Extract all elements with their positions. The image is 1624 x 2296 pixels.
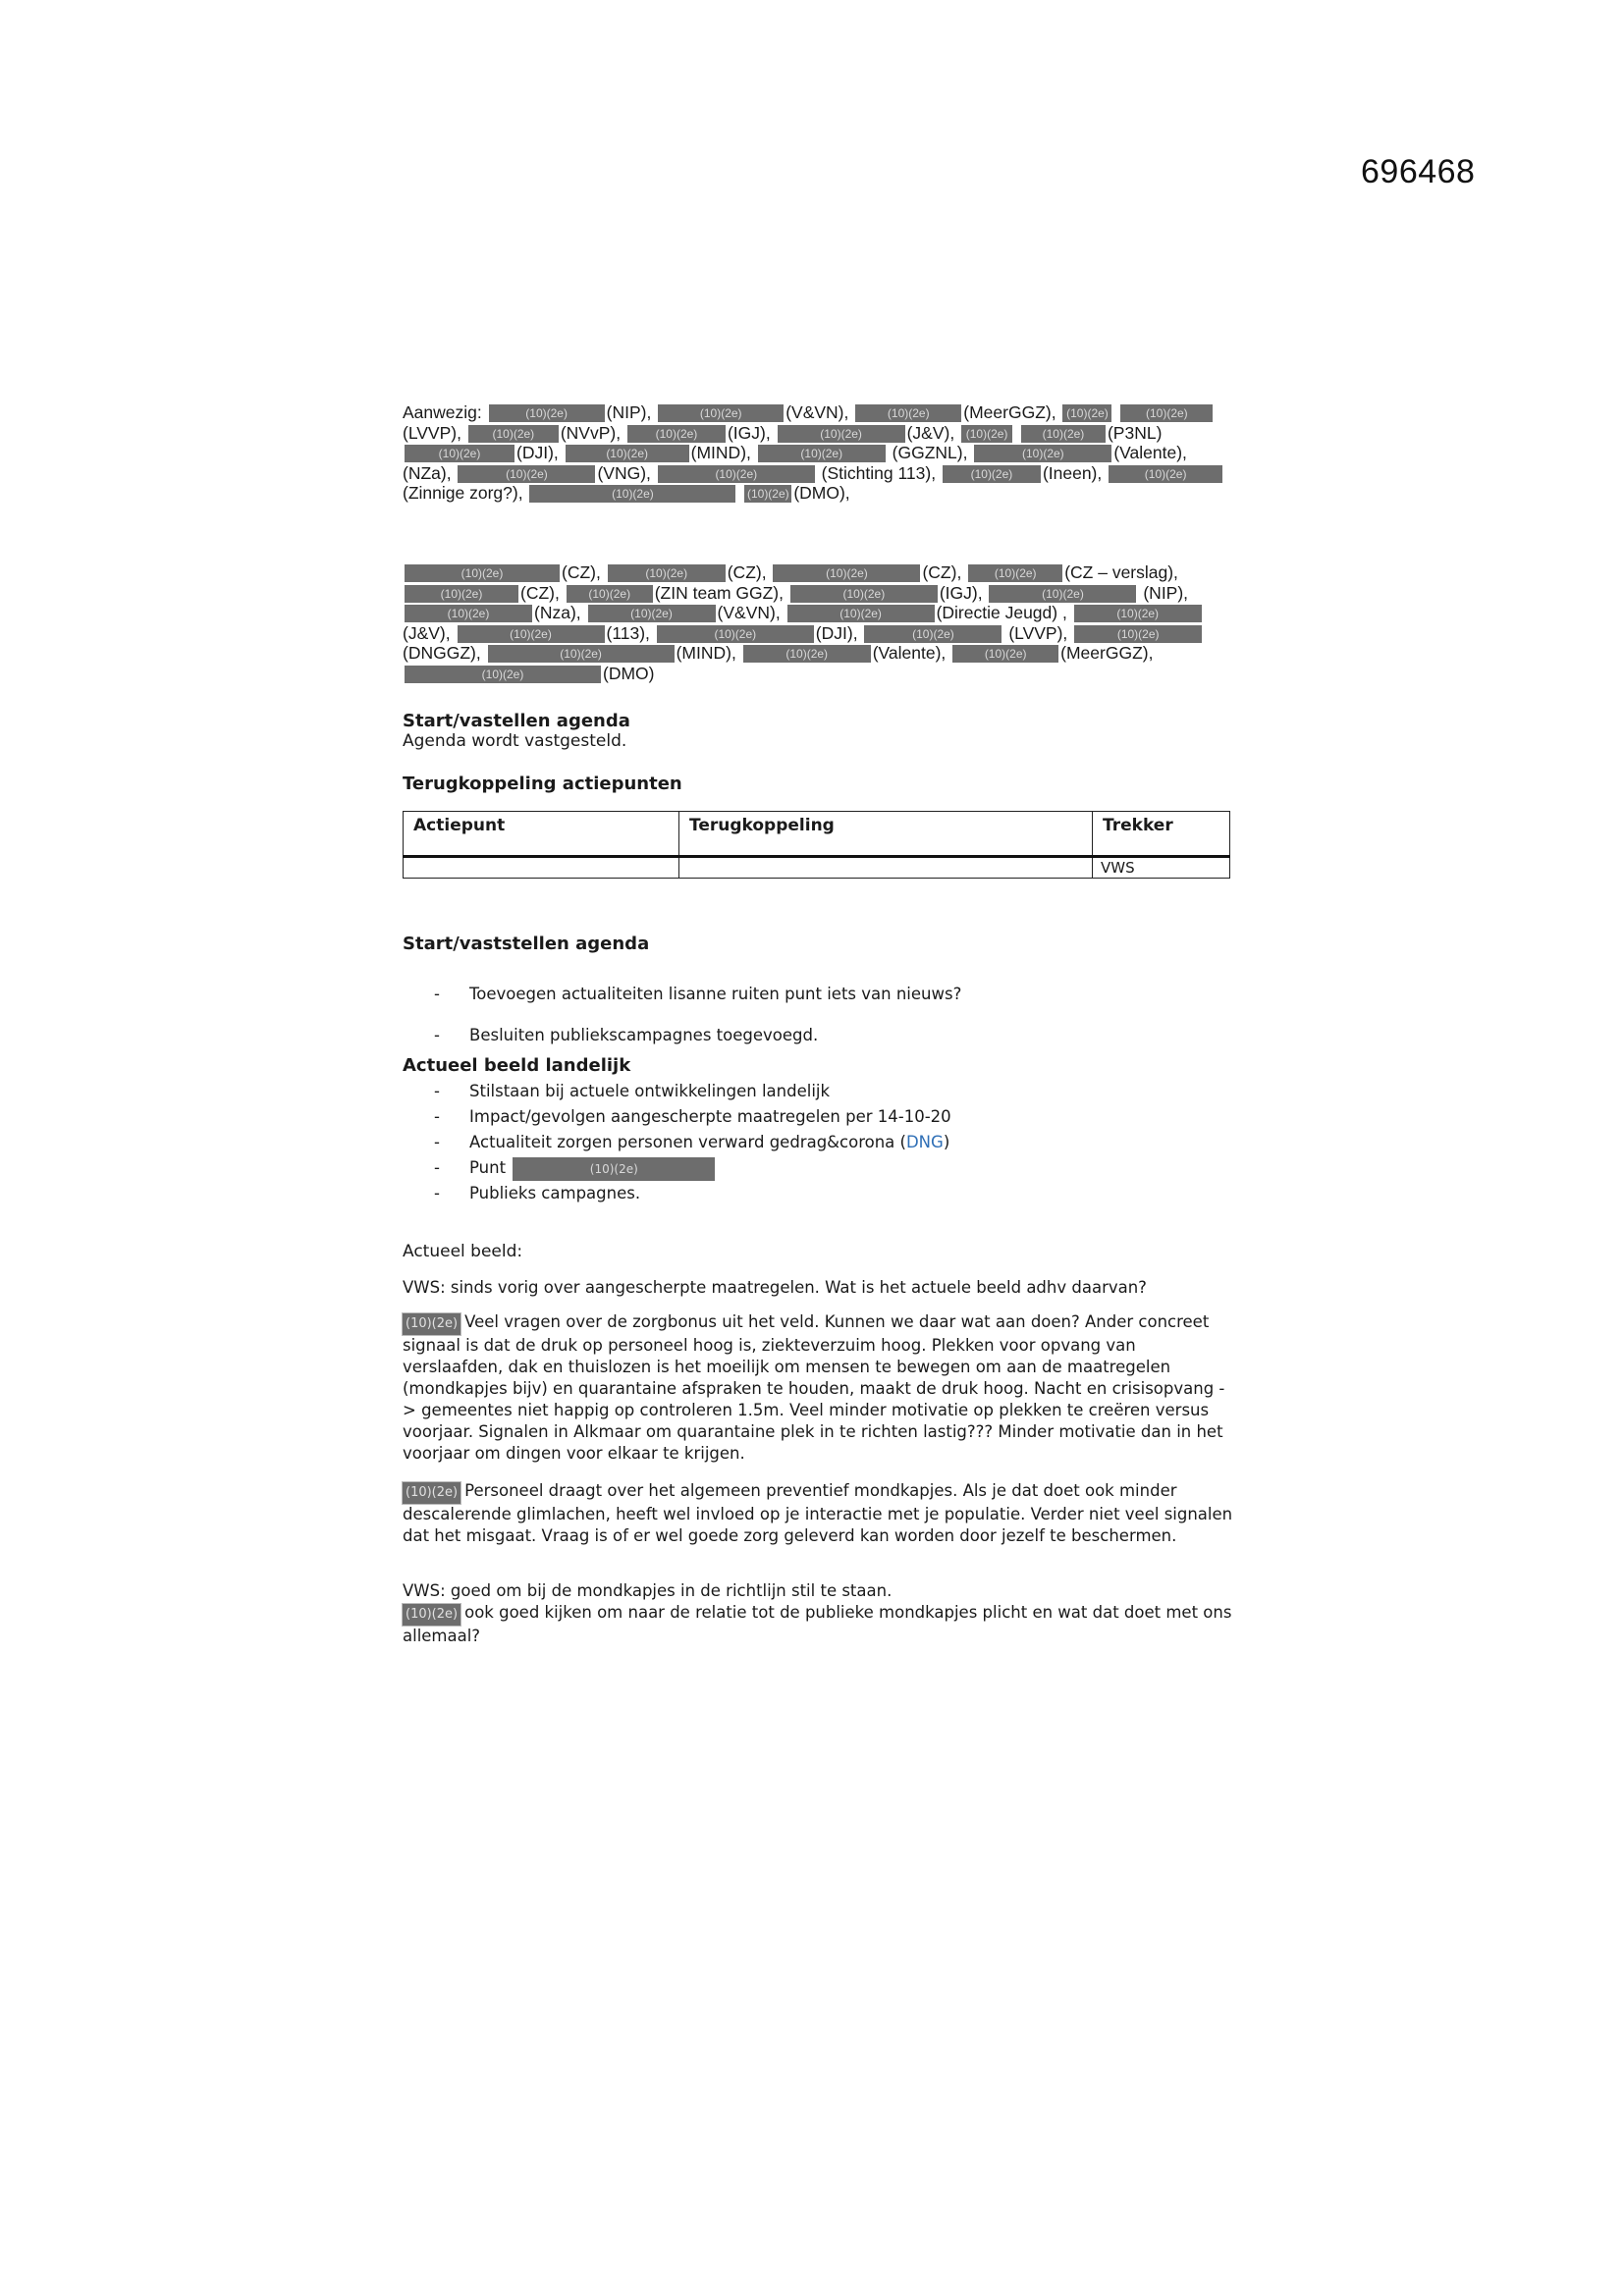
attendee-org: (LVVP), [403, 422, 461, 443]
redaction-block: (10)(2e) [567, 585, 653, 603]
attendee-org: (NIP), [606, 402, 652, 422]
attendee-org: (Stichting 113), [821, 462, 937, 483]
redaction-block: (10)(2e) [974, 445, 1111, 462]
attendee-org: (MIND), [676, 643, 736, 663]
list-item: - Besluiten publiekscampagnes toegevoegd. [432, 1015, 961, 1056]
redaction-block: (10)(2e) [405, 605, 532, 622]
redaction-block: (10)(2e) [968, 564, 1062, 582]
list-item-text: Actualiteit zorgen personen verward gedrag&corona ( [469, 1133, 906, 1151]
attendees-list [403, 402, 1237, 504]
attendee-org: (Nza), [534, 603, 581, 622]
attendee-org: (J&V), [403, 622, 451, 643]
redaction-block: (10)(2e) [488, 645, 675, 663]
redaction-block: (10)(2e) [405, 564, 560, 582]
redaction-block: (10)(2e) [403, 1604, 460, 1626]
paragraph-vws-question: VWS: sinds vorig over aangescherpte maatregelen. Wat is het actuele beeld adhv daarvan? [403, 1278, 1147, 1297]
attendee-org: (CZ), [922, 562, 962, 582]
attendee-org: (J&V), [906, 422, 955, 443]
column-header-actiepunt: Actiepunt [404, 812, 679, 857]
paragraph-zorgbonus [403, 1311, 1237, 1465]
redaction-block: (10)(2e) [787, 605, 935, 622]
redaction-block: (10)(2e) [773, 564, 920, 582]
redaction-block: (10)(2e) [588, 605, 716, 622]
attendee-org: (NVvP), [560, 422, 622, 443]
landelijk-items-list [432, 1079, 951, 1206]
attendee-org: (CZ), [727, 562, 767, 582]
redaction-block: (10)(2e) [1062, 404, 1111, 422]
attendee-org: (MeerGGZ), [1060, 643, 1154, 663]
attendee-org: (P3NL) [1107, 422, 1163, 443]
redaction-block: (10)(2e) [513, 1157, 715, 1181]
paragraph-mondkapjes [403, 1480, 1237, 1547]
list-item: - Toevoegen actualiteiten lisanne ruiten punt iets van nieuws? [432, 974, 961, 1015]
attendee-org: (Directie Jeugd) , [936, 603, 1067, 622]
attendee-org: (ZIN team GGZ), [654, 582, 784, 603]
attendee-org: (Valente), [872, 643, 947, 663]
attendee-org: (MIND), [690, 443, 751, 462]
attendee-org: (Zinnige zorg?), [403, 483, 523, 503]
agenda-status-text: Agenda wordt vastgesteld. [403, 731, 627, 751]
dng-link[interactable]: DNG [905, 1133, 944, 1151]
paragraph-text: ook goed kijken om naar de relatie tot de publieke mondkapjes plicht en wat dat doet met ons allemaal? [403, 1603, 1232, 1645]
redaction-block: (10)(2e) [403, 1482, 460, 1504]
attendee-org: (GGZNL), [892, 443, 968, 462]
redaction-block: (10)(2e) [405, 445, 514, 462]
redaction-block: (10)(2e) [489, 404, 605, 422]
list-item: - Publieks campagnes. [432, 1181, 951, 1206]
redaction-block: (10)(2e) [943, 465, 1041, 483]
attendee-org: (CZ), [562, 562, 601, 582]
attendee-org: (Valente), [1113, 443, 1187, 462]
redaction-block: (10)(2e) [529, 485, 735, 503]
attendees-list-2 [403, 562, 1237, 683]
attendee-org: (LVVP), [1008, 622, 1068, 643]
section-heading-actiepunten: Terugkoppeling actiepunten [403, 774, 682, 794]
table-cell [679, 857, 1093, 879]
attendee-org: (NIP), [1143, 582, 1189, 603]
redaction-block: (10)(2e) [1109, 465, 1222, 483]
redaction-block: (10)(2e) [1074, 625, 1202, 643]
actiepunten-table [403, 811, 1230, 879]
section-heading-start-agenda: Start/vastellen agenda [403, 711, 630, 731]
list-item-text: Punt [469, 1158, 507, 1177]
attendee-org: (DNGGZ), [403, 643, 481, 663]
paragraph-vws-richtlijn: VWS: goed om bij de mondkapjes in de richtlijn stil te staan. [403, 1581, 893, 1600]
attendee-org: (IGJ), [727, 422, 771, 443]
list-item-text: ) [943, 1133, 950, 1151]
list-item [432, 1155, 951, 1181]
redaction-block: (10)(2e) [743, 645, 871, 663]
redaction-block: (10)(2e) [1074, 605, 1202, 622]
section-heading-actueel-beeld: Actueel beeld: [403, 1242, 523, 1261]
list-item: - Stilstaan bij actuele ontwikkelingen landelijk [432, 1079, 951, 1104]
attendee-org: (IGJ), [939, 582, 983, 603]
paragraph-text: Personeel draagt over het algemeen preventief mondkapjes. Als je dat doet ook minder descalerende glimlachen, heeft wel invloed op je interactie met je populatie. Verder niet veel signalen dat het misgaat. Vraag is of er wel goede zorg geleverd kan worden door jezelf te beschermen. [403, 1481, 1233, 1545]
section-heading-vaststellen-agenda: Start/vaststellen agenda [403, 934, 650, 954]
table-row [404, 857, 1230, 879]
attendees-lead: Aanwezig: [403, 402, 482, 422]
column-header-terugkoppeling: Terugkoppeling [679, 812, 1093, 857]
attendee-org: (CZ), [520, 582, 560, 603]
redaction-block: (10)(2e) [855, 404, 961, 422]
redaction-block: (10)(2e) [627, 425, 726, 443]
attendee-org: (MeerGGZ), [963, 402, 1056, 422]
redaction-block: (10)(2e) [864, 625, 1001, 643]
attendee-org: (DMO) [603, 663, 655, 683]
attendee-org: (DJI), [815, 622, 858, 643]
table-cell: VWS [1093, 857, 1230, 879]
redaction-block: (10)(2e) [458, 465, 595, 483]
document-number: 696468 [1361, 153, 1476, 190]
redaction-block: (10)(2e) [405, 666, 601, 683]
redaction-block: (10)(2e) [790, 585, 938, 603]
column-header-trekker: Trekker [1093, 812, 1230, 857]
redaction-block: (10)(2e) [405, 585, 518, 603]
redaction-block: (10)(2e) [989, 585, 1136, 603]
redaction-block: (10)(2e) [952, 645, 1058, 663]
redaction-block: (10)(2e) [657, 625, 814, 643]
redaction-block: (10)(2e) [468, 425, 559, 443]
redaction-block: (10)(2e) [1120, 404, 1213, 422]
attendee-org: (Ineen), [1042, 462, 1103, 483]
list-item [432, 1130, 951, 1155]
attendee-org: (V&VN), [785, 402, 849, 422]
redaction-block: (10)(2e) [758, 445, 886, 462]
agenda-items-list [432, 974, 961, 1056]
section-heading-actueel-beeld-landelijk: Actueel beeld landelijk [403, 1055, 631, 1076]
paragraph-text: Veel vragen over de zorgbonus uit het veld. Kunnen we daar wat aan doen? Ander concreet signaal is dat de druk op personeel hoog is, ziekteverzuim hoog. Plekken voor opvang van verslaafden, dak en thuislozen is het moeilijk om mensen te bewegen om aan de maatregelen (mondkapjes bijv) en quarantaine afspraken te houden, maakt de druk hoog. Nacht en crisisopvang -> gemeentes niet happig op controleren 1.5m. Veel minder motivatie op plekken te creëren versus voorjaar. Signalen in Alkmaar om quarantaine plek in te richten lastig??? Minder motivatie dan in het voorjaar om dingen voor elkaar te krijgen. [403, 1312, 1225, 1463]
attendee-org: (VNG), [597, 462, 651, 483]
redaction-block: (10)(2e) [961, 425, 1012, 443]
redaction-block: (10)(2e) [608, 564, 726, 582]
redaction-block: (10)(2e) [566, 445, 689, 462]
attendee-org: (DJI), [516, 443, 559, 462]
redaction-block: (10)(2e) [778, 425, 905, 443]
redaction-block: (10)(2e) [458, 625, 605, 643]
redaction-block: (10)(2e) [1021, 425, 1106, 443]
redaction-block: (10)(2e) [658, 404, 784, 422]
paragraph-publieke-mondkapjes [403, 1602, 1237, 1647]
attendee-org: (DMO), [793, 483, 850, 503]
redaction-block: (10)(2e) [744, 485, 791, 503]
attendee-org: (CZ – verslag), [1064, 562, 1178, 582]
attendee-org: (NZa), [403, 462, 452, 483]
table-header-row [404, 812, 1230, 857]
redaction-block: (10)(2e) [403, 1313, 460, 1335]
redaction-block: (10)(2e) [658, 465, 815, 483]
list-item: - Impact/gevolgen aangescherpte maatregelen per 14-10-20 [432, 1104, 951, 1130]
table-cell [404, 857, 679, 879]
attendee-org: (113), [606, 622, 650, 643]
attendee-org: (V&VN), [717, 603, 781, 622]
